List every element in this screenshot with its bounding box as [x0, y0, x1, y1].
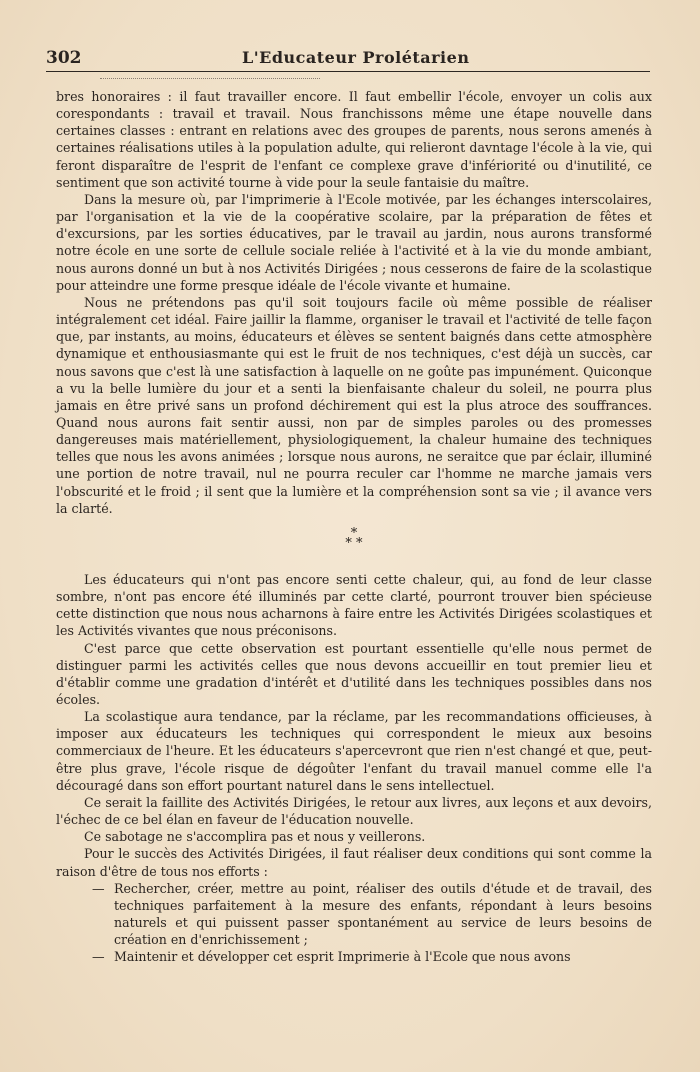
paragraph: Pour le succès des Activités Dirigées, il faut réaliser deux conditions qui sont comme la raison d'être de tous nos efforts : [56, 846, 652, 879]
section-separator [56, 525, 652, 551]
paragraph: Nous ne prétendons pas qu'il soit toujours facile où même possible de réaliser intégralement cet idéal. Faire jaillir la flamme, organiser le travail et l'activité de telle façon que, par instants, au moins, éducateurs et élèves se sentent baignés dans cette atmosphère dynamique et enthousiasmante qui est le fruit de nos techniques, c'est déjà un succès, car nous savons que c'est là une satisfaction à laquelle on ne goûte pas impunément. Quiconque a vu la belle lumière du jour et a senti la bienfaisante chaleur du soleil, ne pourra plus jamais en être privé sans un profond déchirement qui est la plus atroce des souffrances. Quand nous aurons fait sentir aussi, non par de simples paroles ou des promesses dangereuses mais matériellement, physiologiquement, la chaleur humaine des techniques telles que nous les avons animées ; lorsque nous aurons, ne seraitce que par éclair, illuminé une portion de notre travail, nul ne pourra reculer car l'homme ne marche jamais vers l'obscurité et le froid ; il sent que la lumière et la compréhension sont sa vie ; il avance vers la clarté. [56, 294, 652, 516]
list-dash: — [92, 949, 105, 965]
page-number: 302 [46, 48, 82, 68]
list-item-text: Rechercher, créer, mettre au point, réaliser des outils d'étude et de travail, des techniques parfaitement à la mesure des enfants, répondant à leurs besoins naturels et qui puissent passer spontanément au service de leurs besoins de création en d'enrichissement ; [114, 880, 652, 948]
header-rule [46, 71, 650, 72]
paragraph: Les éducateurs qui n'ont pas encore senti cette chaleur, qui, au fond de leur classe sombre, n'ont pas encore été illuminés par cette clarté, pourront trouver bien spécieuse cette distinction que nous nous acharnons à faire entre les Activités Dirigées scolastiques et les Activités vivantes que nous préconisons. [56, 571, 652, 639]
page-header [46, 48, 650, 70]
paragraph: bres honoraires : il faut travailler encore. Il faut embellir l'école, envoyer un colis aux corespondants : travail et travail. Nous franchissons même une étape nouvelle dans certaines classes : entrant en relations avec des groupes de parents, nous serons amenés à certaines réalisations utiles à la population adulte, qui relieront davntage l'école à la vie, qui feront disparaître de l'esprit de l'enfant ce complexe grave d'infériorité ou d'inutilité, ce sentiment que son activité tourne à vide pour la seule fantaisie du maître. [56, 89, 652, 190]
paragraph: Ce serait la faillite des Activités Dirigées, le retour aux livres, aux leçons et aux devoirs, l'échec de ce bel élan en faveur de l'éducation nouvelle. [56, 794, 652, 828]
list-item-text: Maintenir et développer cet esprit Imprimerie à l'Ecole que nous avons [114, 949, 571, 965]
separator-stars: * * * [345, 525, 363, 551]
list-item [56, 948, 652, 965]
paragraph: La scolastique aura tendance, par la réclame, par les recommandations officieuses, à imposer aux éducateurs les techniques qui correspondent le mieux aux besoins commerciaux de l'heure. Et les éducateurs s'apercevront que rien n'est changé et que, peut-être plus grave, l'école risque de dégoûter l'enfant du travail manuel comme elle l'a découragé dans son effort pourtant naturel dans le sens intellectuel. [56, 709, 652, 793]
paragraph: Ce sabotage ne s'accomplira pas et nous y veillerons. [84, 829, 426, 845]
running-title: L'Educateur Prolétarien [242, 48, 470, 67]
paragraph: Dans la mesure où, par l'imprimerie à l'Ecole motivée, par les échanges interscolaires, par l'organisation et la vie de la coopérative scolaire, par la préparation de fêtes et d'excursions, par les sorties éducatives, par le travail au jardin, nous aurons transformé notre école en une sorte de cellule sociale reliée à l'activité et à la vie du monde ambiant, nous aurons donné un but à nos Activités Dirigées ; nous cesserons de faire de la scolastique pour atteindre une forme presque idéale de l'école vivante et humaine. [56, 191, 652, 293]
paragraph: C'est parce que cette observation est pourtant essentielle qu'elle nous permet de distinguer parmi les activités celles que nous devons accueillir en tout premier lieu et d'établir comme une gradation d'intérêt et d'utilité dans les techniques possibles dans nos écoles. [56, 640, 652, 707]
list-dash: — [92, 880, 105, 896]
header-dotted-rule [100, 78, 320, 79]
article-body [56, 88, 652, 966]
list-item [56, 880, 652, 949]
